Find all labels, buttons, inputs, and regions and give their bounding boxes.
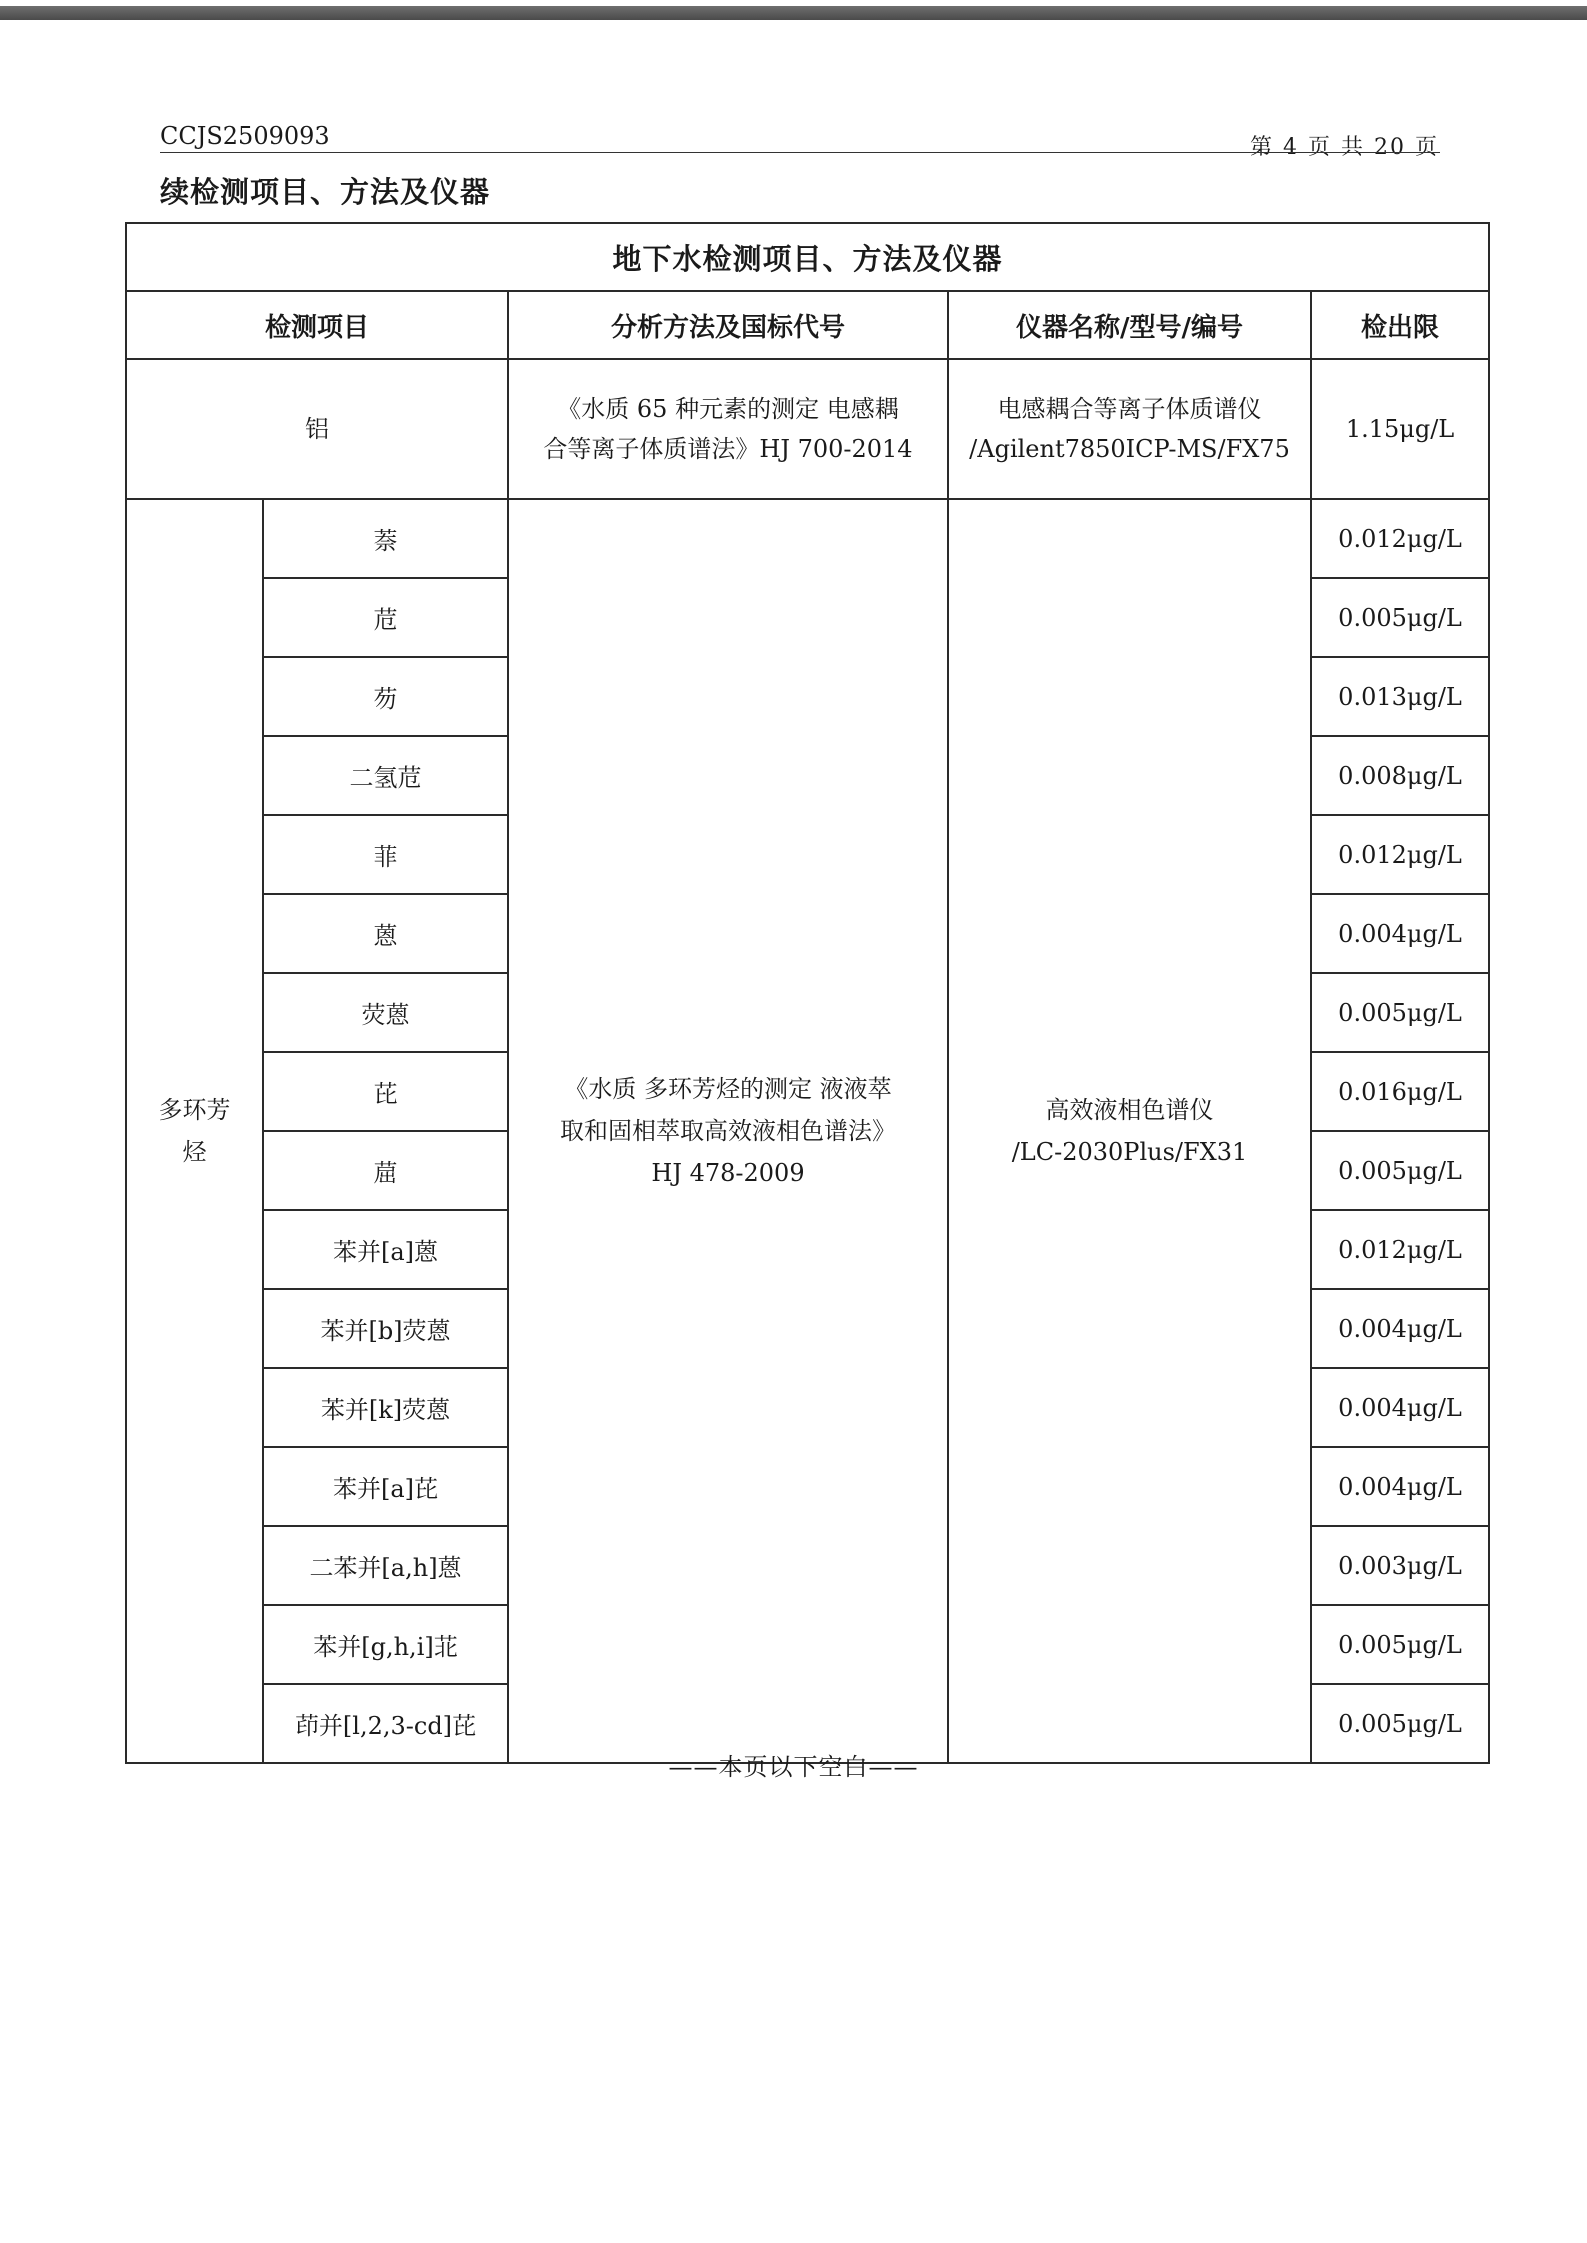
detection-table: [125, 222, 1490, 1764]
item-name: 芴: [263, 657, 508, 736]
item-name: 蒽: [263, 894, 508, 973]
header-rule: [160, 152, 1440, 153]
instrument-line: /LC-2030Plus/FX31: [1011, 1138, 1248, 1166]
instrument-line: 电感耦合等离子体质谱仪: [997, 395, 1262, 423]
item-name: 芘: [263, 1052, 508, 1131]
detection-limit: 0.004μg/L: [1311, 1368, 1489, 1447]
item-name: 二氢苊: [263, 736, 508, 815]
column-header-method: 分析方法及国标代号: [508, 291, 948, 359]
method-aluminum: [508, 359, 948, 499]
item-name: 二苯并[a,h]蒽: [263, 1526, 508, 1605]
item-name: 菲: [263, 815, 508, 894]
detection-limit: 0.012μg/L: [1311, 815, 1489, 894]
method-pah: [508, 499, 948, 1763]
column-header-instrument: 仪器名称/型号/编号: [948, 291, 1311, 359]
item-name: 苯并[a]蒽: [263, 1210, 508, 1289]
detection-limit: 0.004μg/L: [1311, 1447, 1489, 1526]
section-title: 续检测项目、方法及仪器: [160, 175, 491, 209]
item-name: 茚并[l,2,3-cd]芘: [263, 1684, 508, 1763]
limit-aluminum: 1.15μg/L: [1311, 359, 1489, 499]
detection-limit: 0.005μg/L: [1311, 578, 1489, 657]
detection-limit: 0.005μg/L: [1311, 1605, 1489, 1684]
method-line: HJ 478-2009: [651, 1159, 805, 1187]
method-line: 《水质 多环芳烃的测定 液液萃: [564, 1075, 892, 1103]
scan-top-border: [0, 6, 1587, 20]
table-caption: 地下水检测项目、方法及仪器: [126, 223, 1489, 291]
group-pah: [126, 499, 263, 1763]
detection-limit: 0.005μg/L: [1311, 1131, 1489, 1210]
instrument-pah: [948, 499, 1311, 1763]
detection-limit: 0.003μg/L: [1311, 1526, 1489, 1605]
group-line: 多环芳: [158, 1096, 231, 1124]
detection-limit: 0.004μg/L: [1311, 1289, 1489, 1368]
blank-note: ——本页以下空白——: [668, 1753, 919, 1781]
item-name: 荧蒽: [263, 973, 508, 1052]
item-name: 苯并[k]荧蒽: [263, 1368, 508, 1447]
detection-limit: 0.012μg/L: [1311, 1210, 1489, 1289]
detection-limit: 0.005μg/L: [1311, 973, 1489, 1052]
column-header-item: 检测项目: [126, 291, 508, 359]
detection-limit: 0.008μg/L: [1311, 736, 1489, 815]
item-name: 萘: [263, 499, 508, 578]
instrument-line: 高效液相色谱仪: [1045, 1096, 1214, 1124]
method-line: 取和固相萃取高效液相色谱法》: [560, 1117, 896, 1145]
instrument-aluminum: [948, 359, 1311, 499]
detection-limit: 0.016μg/L: [1311, 1052, 1489, 1131]
detection-limit: 0.012μg/L: [1311, 499, 1489, 578]
item-aluminum: 铝: [126, 359, 508, 499]
method-line: 合等离子体质谱法》HJ 700-2014: [543, 435, 913, 463]
item-name: 苯并[a]芘: [263, 1447, 508, 1526]
detection-limit: 0.005μg/L: [1311, 1684, 1489, 1763]
instrument-line: /Agilent7850ICP-MS/FX75: [969, 435, 1290, 463]
page-number: 第 4 页 共 20 页: [1250, 135, 1439, 160]
item-name: 䓛: [263, 1131, 508, 1210]
table-row: [126, 499, 1489, 578]
table-row-aluminum: [126, 359, 1489, 499]
detection-limit: 0.004μg/L: [1311, 894, 1489, 973]
method-line: 《水质 65 种元素的测定 电感耦: [557, 395, 899, 423]
column-header-limit: 检出限: [1311, 291, 1489, 359]
item-name: 苯并[g,h,i]苝: [263, 1605, 508, 1684]
item-name: 苯并[b]荧蒽: [263, 1289, 508, 1368]
group-line: 烃: [182, 1138, 207, 1166]
detection-limit: 0.013μg/L: [1311, 657, 1489, 736]
item-name: 苊: [263, 578, 508, 657]
report-number: CCJS2509093: [160, 122, 330, 150]
